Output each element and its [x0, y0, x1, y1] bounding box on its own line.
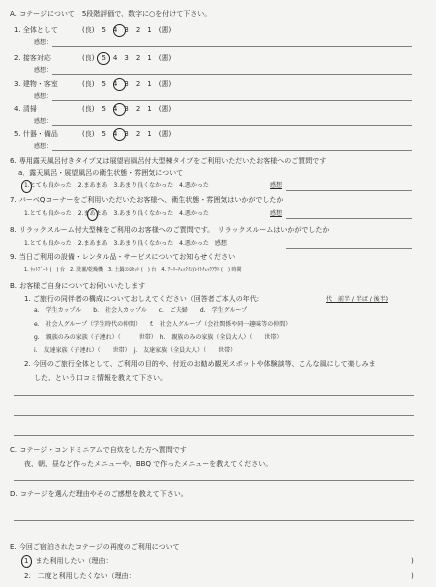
b1-row2: e. 社会人グループ（学生時代の仲間） f. 社会人グループ（会社関係や同一趣味等の仲間）	[34, 321, 292, 328]
q7-options: 1.とても良かった 2.まあまあ 3.あまり良くなかった 4.悪かった	[24, 210, 209, 217]
a4-scale: (良) 5 4 3 2 1 (悪)	[82, 105, 172, 113]
section-c-sub: 夜、朝、昼など作ったメニューや、BBQ で作ったメニューを教えてください。	[24, 460, 273, 468]
b1-age-fill: 代 前半 / 半ば / 後半)	[326, 296, 389, 303]
section-a-title: A. コテージについて 5段階評価で、数字に○を付けて下さい。	[10, 10, 212, 18]
q8-answer-line[interactable]	[286, 248, 412, 249]
a5-scale: (良) 5 4 3 2 1 (悪)	[82, 130, 172, 138]
section-e-title: E. 今回ご宿泊されたコテージの再度のご利用について	[10, 543, 180, 551]
b1-row4: i. 友達家族（子連れ）（ 世帯） j. 友達家族（全員大人）（ 世帯）	[34, 347, 237, 354]
c-answer-line[interactable]	[14, 480, 414, 481]
a3-kansou: 感想：	[34, 93, 53, 100]
q6-title: 6. 専用露天風呂付きタイプ又は展望岩風呂付大型棟タイプをご利用いただいたお客様へのご質問です	[10, 157, 327, 165]
b2-question-line1: 2. 今回のご旅行全体として、ご利用の目的や、付近のお勧め観光スポットや体験談等、こんな風にして楽しみま	[24, 360, 376, 368]
q9-title: 9. 当日ご利用の設備・レンタル品・サービスについてお知らせください	[10, 253, 236, 261]
a2-kansou: 感想：	[34, 67, 53, 74]
e-option-1: 1 また利用したい（理由：	[24, 557, 113, 565]
q8-options: 1.とても良かった 2.まあまあ 3.あまり良くなかった 4.悪かった 感想	[24, 240, 227, 247]
b2-answer-line-3[interactable]	[14, 435, 414, 436]
q7-answer-line[interactable]	[286, 218, 412, 219]
a5-label: 5. 什器・備品	[14, 130, 58, 138]
a3-scale: (良) 5 4 3 2 1 (悪)	[82, 80, 172, 88]
a2-scale: (良) 5 4 3 2 1 (悪)	[82, 54, 172, 62]
a4-label: 4. 清掃	[14, 105, 37, 113]
section-c-title: C. コテージ・コンドミニアムで自炊をした方へ質問です	[10, 446, 187, 454]
e-option-1-close: )	[411, 557, 414, 565]
a4-kansou: 感想：	[34, 118, 53, 125]
q6-circle-mark	[21, 180, 32, 193]
a2-label: 2. 接客対応	[14, 54, 51, 62]
q9-row: 1. ﾈｯﾄﾌﾞｰﾄ ( ) 台 2. 洗濯/乾燥機 3. 土鍋ｺﾝﾛｾｯﾄ ( ) 台 4. ｱｰﾘｰﾁｪｯｸｲﾝ/ﾚｲﾄﾁｪｯｸｱｳﾄ ( ) 時間	[24, 267, 242, 273]
a3-circle-mark	[113, 78, 126, 91]
a1-circle-mark	[113, 24, 126, 37]
a3-label: 3. 建物・客室	[14, 80, 58, 88]
a4-answer-line[interactable]	[52, 125, 412, 126]
section-d-title: D. コテージを選んだ理由やそのご感想を教えて下さい。	[10, 490, 188, 498]
b2-answer-line-1[interactable]	[14, 395, 414, 396]
a1-answer-line[interactable]	[52, 46, 412, 47]
q7-circle-mark	[87, 208, 98, 221]
e-option-2-close: )	[411, 572, 414, 580]
a2-answer-line[interactable]	[52, 74, 412, 75]
q8-title: 8. リラックスルーム付大型棟をご利用のお客様へのご質問です。 リラックスルームはいかがでしたか	[10, 226, 330, 234]
e-option-2: 2. 二度と利用したくない（理由：	[24, 572, 136, 580]
a4-circle-mark	[113, 103, 126, 116]
a2-circle-mark	[97, 52, 110, 65]
q6-kansou: 感想	[270, 182, 283, 189]
b2-answer-line-2[interactable]	[14, 415, 414, 416]
a5-answer-line[interactable]	[52, 150, 412, 151]
e-circle-mark	[21, 555, 32, 568]
q6-sub: a．露天風呂・展望風呂の衛生状態・雰囲気について	[18, 169, 184, 177]
a1-kansou: 感想：	[34, 39, 53, 46]
a3-answer-line[interactable]	[52, 100, 412, 101]
q7-kansou: 感想	[270, 210, 283, 217]
a1-scale: (良) 5 4 3 2 1 (悪)	[82, 26, 172, 34]
q6-options: 1.とても良かった 2.まあまあ 3.あまり良くなかった 4.悪かった	[24, 182, 209, 189]
b1-question: 1. ご旅行の同伴者の構成についておしえてください（回答者ご本人の年代:	[24, 295, 260, 303]
b1-row3: g. 親族のみの家族（子連れ）（ 世帯） h. 親族のみの家族（全員大人）（ 世帯）	[34, 334, 283, 341]
d-answer-line[interactable]	[14, 520, 414, 521]
a5-kansou: 感想：	[34, 143, 53, 150]
b2-question-line2: した、という口コミ情報を教えて下さい。	[34, 374, 167, 382]
q6-answer-line[interactable]	[286, 190, 412, 191]
q7-title: 7. バーベQコーナーをご利用いただいたお客様へ、衛生状態・雰囲気はいかがでしたか	[10, 196, 284, 204]
a1-label: 1. 全体として	[14, 26, 58, 34]
section-b-title: B. お客様ご自身についてお伺いいたします	[10, 282, 146, 290]
a5-circle-mark	[113, 128, 126, 141]
b1-row1: a. 学生カップル b. 社会人カップル c. ご夫婦 d. 学生グループ	[34, 307, 248, 314]
